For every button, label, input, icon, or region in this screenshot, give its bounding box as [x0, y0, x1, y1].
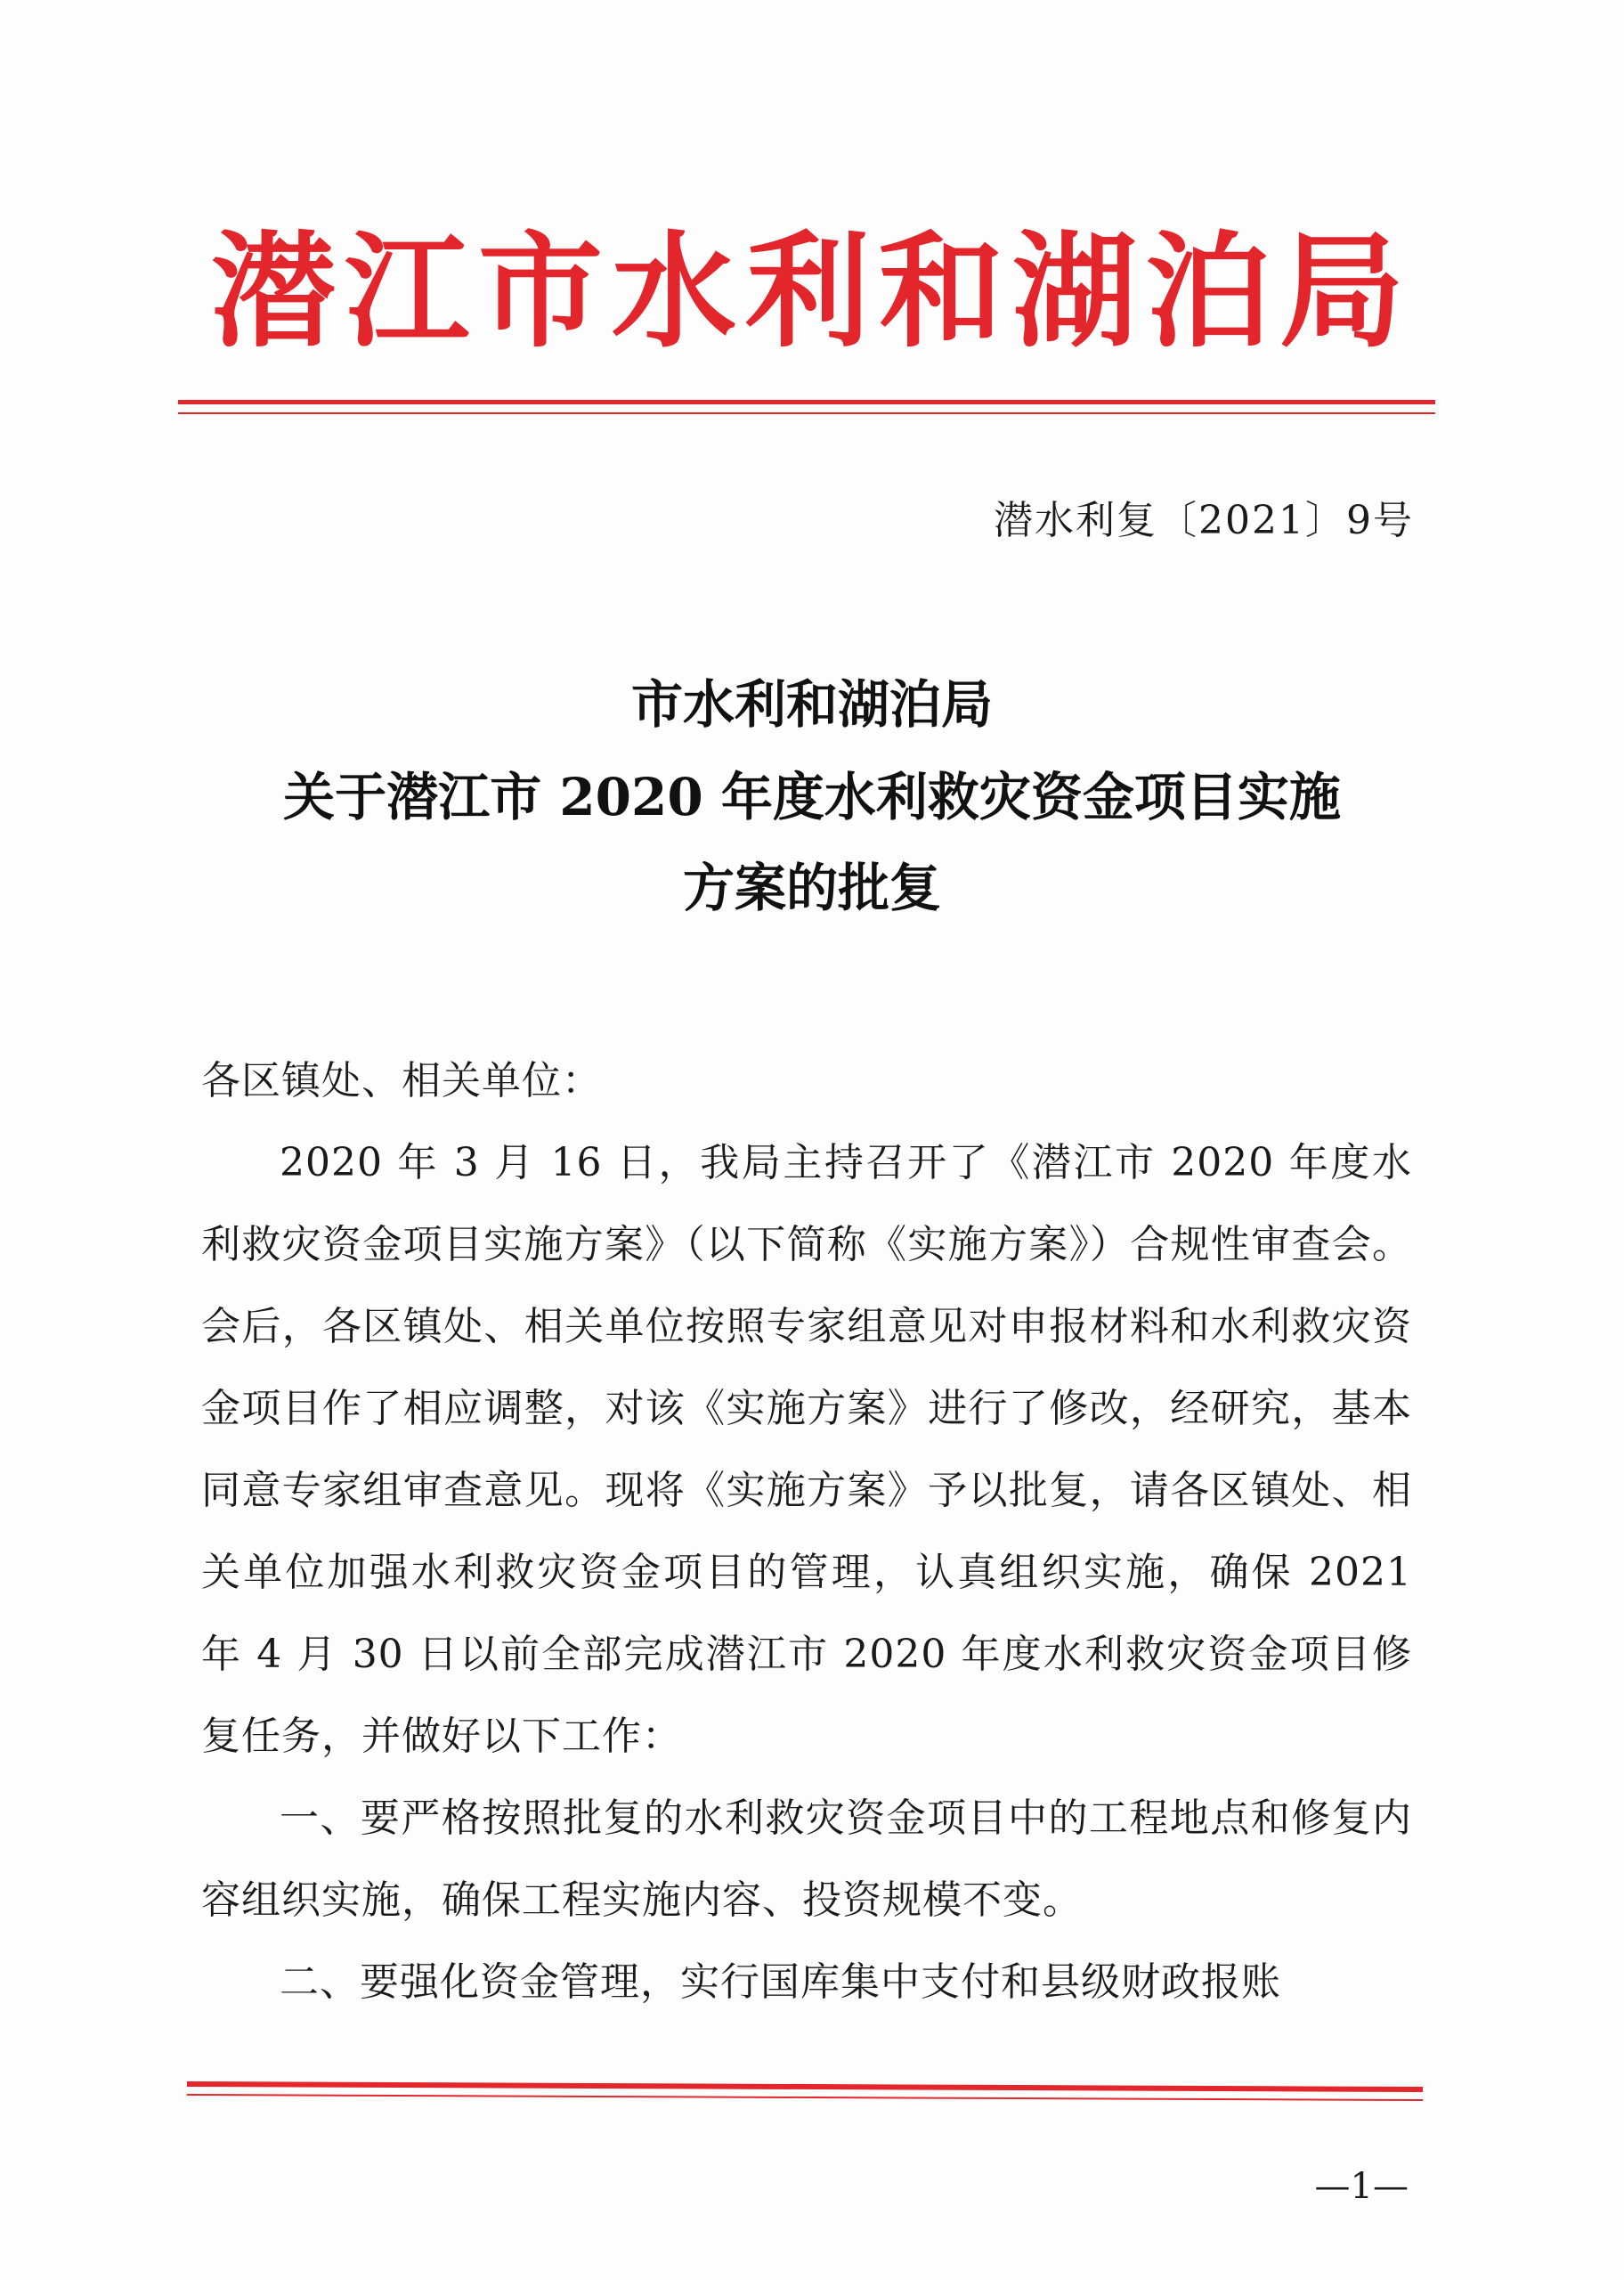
- document-title-line-3: 方案的批复: [682, 858, 941, 918]
- document-title-line-1: 市水利和湖泊局: [630, 674, 993, 735]
- header-divider-thin: [178, 412, 1435, 414]
- page-number: —1—: [1314, 2166, 1409, 2207]
- issuer-masthead: 潜江市水利和湖泊局: [210, 219, 1413, 365]
- document-number: 潜水利复〔2021〕9号: [994, 498, 1414, 543]
- body-paragraph: 二、要强化资金管理，实行国库集中支付和县级财政报账: [280, 1959, 1281, 2005]
- document-body: [201, 1040, 1412, 2024]
- salutation: 各区镇处、相关单位：: [201, 1058, 602, 1103]
- header-divider-thick: [178, 400, 1435, 404]
- body-paragraph: 一、要严格按照批复的水利救灾资金项目中的工程地点和修复内容组织实施，确保工程实施内容、投资规模不变。: [201, 1796, 1412, 1923]
- footer-divider-thin: [187, 2094, 1423, 2101]
- document-title-line-2: 关于潜江市 2020 年度水利救灾资金项目实施: [283, 767, 1341, 827]
- footer-divider-thick: [187, 2081, 1423, 2092]
- body-paragraph: 2020 年 3 月 16 日，我局主持召开了《潜江市 2020 年度水利救灾资金项目实施方案》（以下简称《实施方案》）合规性审查会。会后，各区镇处、相关单位按照专家组意见对申报材料和水利救灾资金项目作了相应调整，对该《实施方案》进行了修改，经研究，基本同意专家组审查意见。现将《实施方案》予以批复，请各区镇处、相关单位加强水利救灾资金项目的管理，认真组织实施，确保 2021 年 4 月 30 日以前全部完成潜江市 2020 年度水利救灾资金项目修复任务，并做好以下工作：: [201, 1140, 1412, 1759]
